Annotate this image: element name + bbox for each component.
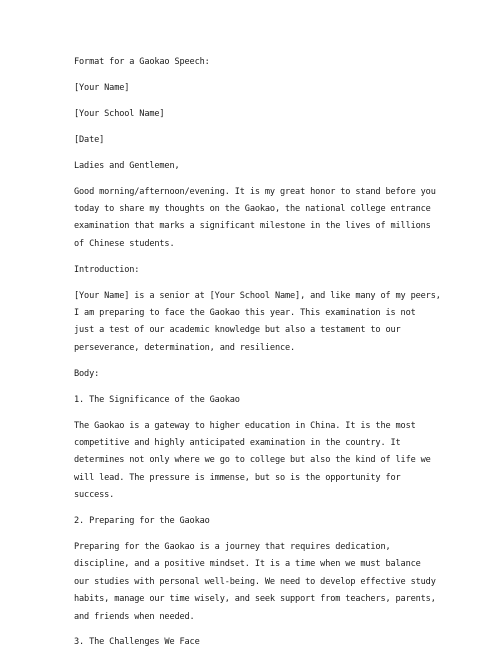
text-line: examination that marks a significant milestone in the lives of millions (74, 221, 431, 232)
section-1-heading (74, 392, 444, 409)
text-line: 3. The Challenges We Face (74, 637, 200, 648)
text-line: [Date] (74, 134, 105, 145)
text-line: Introduction: (74, 264, 140, 275)
section-3-heading (74, 634, 444, 651)
text-line: today to share my thoughts on the Gaokao, the national college entrance (74, 203, 431, 214)
text-line: determines not only where we go to college but also the kind of life we (74, 455, 431, 466)
text-line: [Your Name] (74, 82, 130, 93)
text-line: [Your School Name] (74, 108, 165, 119)
text-line: will lead. The pressure is immense, but so is the opportunity for (74, 472, 401, 483)
body-heading (74, 366, 444, 383)
speech-format-heading (74, 54, 444, 71)
text-line: I am preparing to face the Gaokao this year. This examination is not (74, 307, 416, 318)
date-placeholder (74, 132, 444, 149)
text-line: our studies with personal well-being. We need to develop effective study (74, 576, 436, 587)
text-line: Ladies and Gentlemen, (74, 160, 180, 171)
salutation (74, 158, 444, 175)
text-line: habits, manage our time wisely, and seek support from teachers, parents, (74, 594, 436, 605)
text-line: discipline, and a positive mindset. It is a time when we must balance (74, 559, 421, 570)
text-line: success. (74, 490, 115, 501)
text-line: Preparing for the Gaokao is a journey that requires dedication, (74, 541, 391, 552)
text-line: 1. The Significance of the Gaokao (74, 394, 240, 405)
opening-paragraph (74, 184, 444, 254)
text-line: Format for a Gaokao Speech: (74, 57, 210, 67)
introduction-heading (74, 262, 444, 279)
text-line: [Your Name] is a senior at [Your School Name], and like many of my peers, (74, 290, 441, 301)
school-name-placeholder (74, 106, 444, 123)
section-2-heading (74, 513, 444, 530)
text-line: 2. Preparing for the Gaokao (74, 516, 210, 527)
text-line: The Gaokao is a gateway to higher education in China. It is the most (74, 420, 416, 431)
text-line: and friends when needed. (74, 611, 195, 622)
text-line: Body: (74, 368, 100, 379)
text-line: Good morning/afternoon/evening. It is my great honor to stand before you (74, 186, 436, 197)
section-2-paragraph (74, 539, 444, 626)
text-line: competitive and highly anticipated examination in the country. It (74, 437, 401, 448)
text-line: just a test of our academic knowledge but also a testament to our (74, 325, 401, 336)
document-body (74, 54, 444, 660)
section-1-paragraph (74, 418, 444, 505)
text-line: perseverance, determination, and resilience. (74, 342, 296, 353)
name-placeholder (74, 80, 444, 97)
introduction-paragraph (74, 288, 444, 358)
text-line: of Chinese students. (74, 238, 175, 249)
